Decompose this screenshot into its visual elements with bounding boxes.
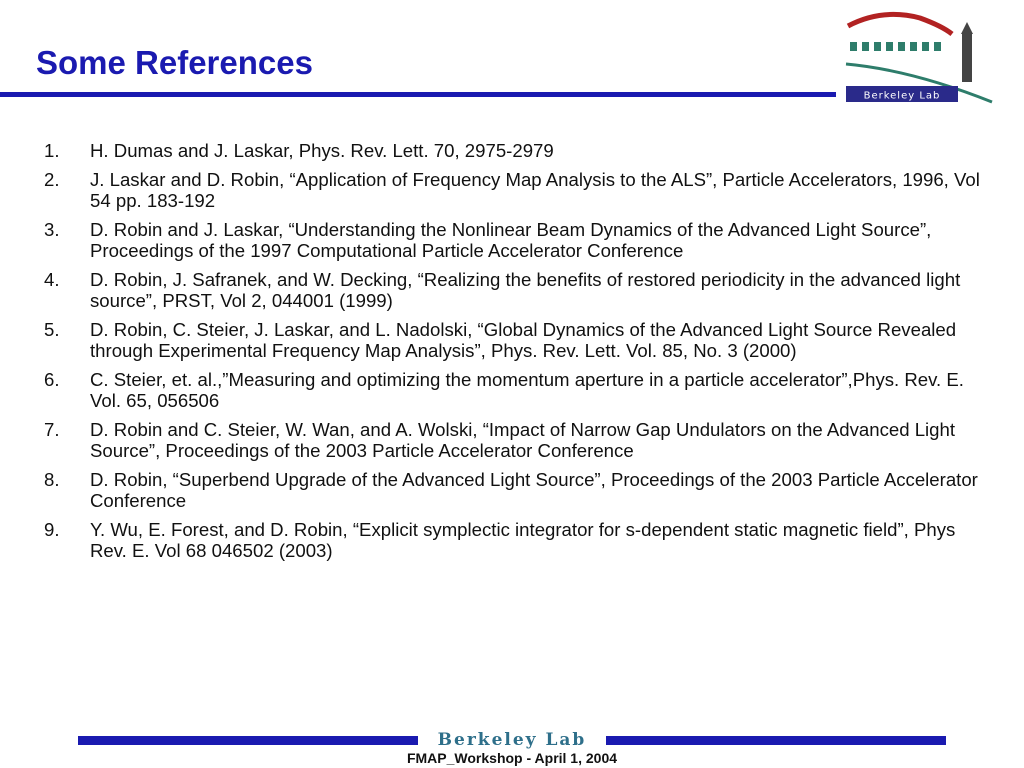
reference-text: D. Robin, “Superbend Upgrade of the Advanced Light Source”, Proceedings of the 2003 Particle Accelerator Conference [90,469,978,511]
reference-text: D. Robin, J. Safranek, and W. Decking, “Realizing the benefits of restored periodicity in the advanced light source”, PRST, Vol 2, 044001 (1999) [90,269,961,311]
reference-number: 8. [44,469,60,490]
footer-logo-text: Berkeley Lab [437,730,587,750]
footer-caption: FMAP_Workshop - April 1, 2004 [406,750,618,766]
logo-ticks [850,42,941,51]
reference-number: 7. [44,419,60,440]
reference-item [44,419,984,461]
reference-text: C. Steier, et. al.,”Measuring and optimizing the momentum aperture in a particle accelerator”,Phys. Rev. E. Vol. 65, 056506 [90,369,964,411]
reference-text: H. Dumas and J. Laskar, Phys. Rev. Lett. 70, 2975-2979 [90,140,554,161]
reference-text: D. Robin, C. Steier, J. Laskar, and L. Nadolski, “Global Dynamics of the Advanced Light Source Revealed through Experimental Frequency Map Analysis”, Phys. Rev. Lett. Vol. 85, No. 3 (2000) [90,319,957,361]
reference-number: 3. [44,219,60,240]
reference-text: Y. Wu, E. Forest, and D. Robin, “Explicit symplectic integrator for s-dependent static magnetic field”, Phys Rev. E. Vol 68 046502 (2003) [90,519,956,561]
reference-item [44,169,984,211]
reference-number: 4. [44,269,60,290]
reference-item [44,219,984,261]
berkeley-lab-logo [842,4,998,104]
reference-item [44,469,984,511]
logo-arc [848,14,952,34]
reference-text: J. Laskar and D. Robin, “Application of Frequency Map Analysis to the ALS”, Particle Accelerators, 1996, Vol 54 pp. 183-192 [90,169,980,211]
footer-bar-left [78,736,418,745]
reference-number: 9. [44,519,60,540]
footer-berkeley-lab-logo [424,728,600,750]
title-divider [0,92,836,97]
reference-item [44,519,984,561]
reference-text: D. Robin and J. Laskar, “Understanding the Nonlinear Beam Dynamics of the Advanced Light Source”, Proceedings of the 1997 Computational Particle Accelerator Conference [90,219,932,261]
reference-text: D. Robin and C. Steier, W. Wan, and A. Wolski, “Impact of Narrow Gap Undulators on the Advanced Light Source”, Proceedings of the 2003 Particle Accelerator Conference [90,419,956,461]
reference-item [44,140,984,161]
reference-item [44,269,984,311]
campanile-icon [961,22,973,82]
logo-text: Berkeley Lab [863,90,941,102]
reference-number: 6. [44,369,60,390]
reference-number: 1. [44,140,60,161]
reference-number: 5. [44,319,60,340]
reference-number: 2. [44,169,60,190]
slide-title: Some References [36,44,313,81]
reference-item [44,319,984,361]
footer-bar-right [606,736,946,745]
reference-item [44,369,984,411]
reference-list [44,140,984,569]
